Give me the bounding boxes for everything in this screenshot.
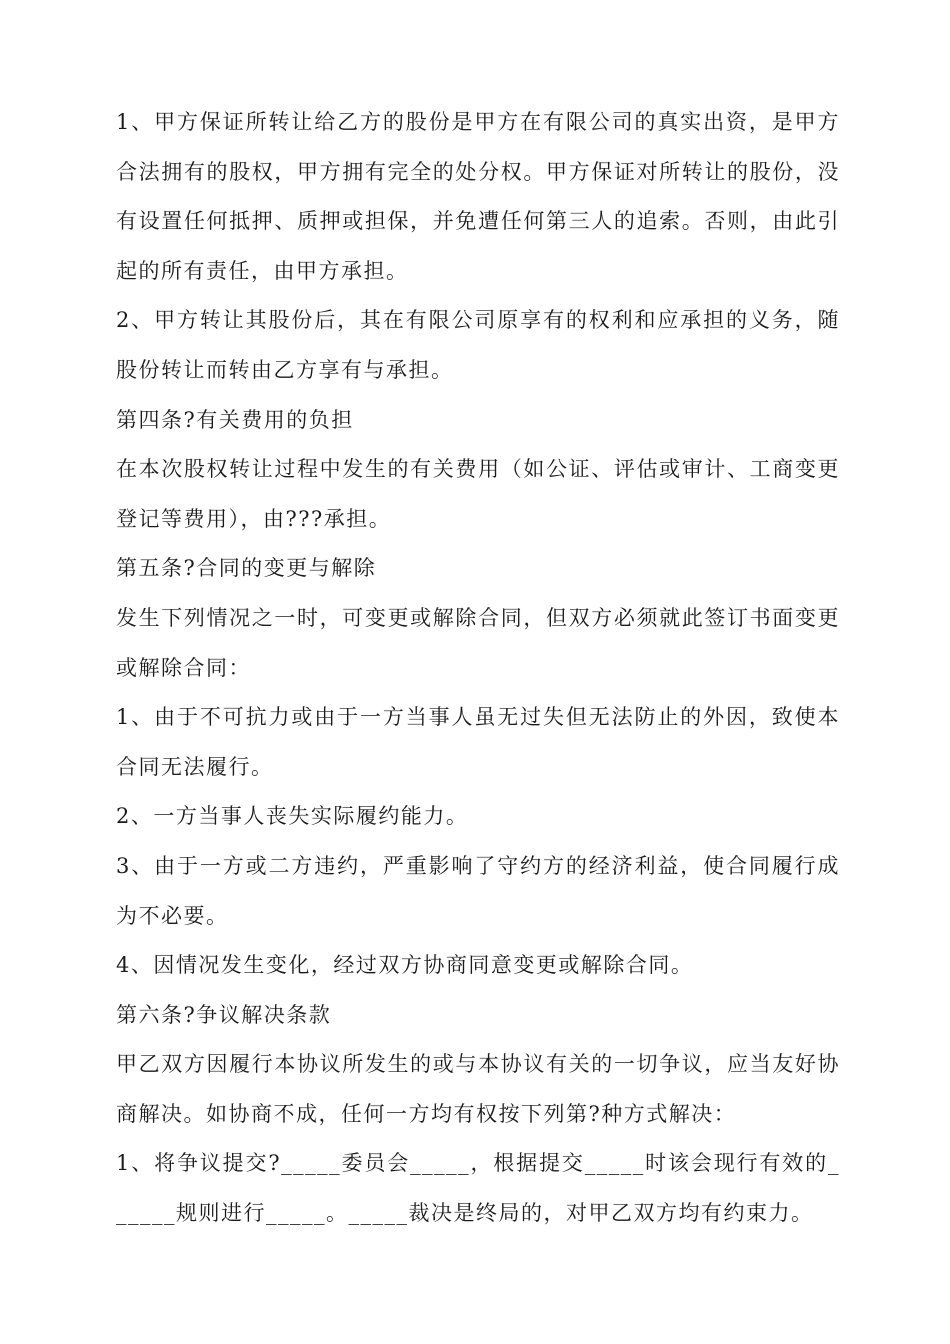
article-4-fees-text: 在本次股权转让过程中发生的有关费用（如公证、评估或审计、工商变更登记等费用），由???承担。: [116, 457, 840, 531]
article-6-heading: 第六条?争议解决条款: [116, 1002, 332, 1027]
article-5-heading: 第五条?合同的变更与解除: [116, 556, 377, 581]
article-5-item-1: 1、由于不可抗力或由于一方当事人虽无过失但无法防止的外因，致使本合同无法履行。: [116, 705, 840, 779]
clause-item-2-rights-transfer: 2、甲方转让其股份后，其在有限公司原享有的权利和应承担的义务，随股份转让而转由乙方享有与承担。: [116, 308, 840, 382]
article-4-heading: 第四条?有关费用的负担: [116, 407, 354, 432]
article-5-item-4: 4、因情况发生变化，经过双方协商同意变更或解除合同。: [116, 953, 694, 978]
article-6-item-1: 1、将争议提交?_____委员会_____，根据提交_____时该会现行有效的______规则进行_____。_____裁决是终局的，对甲乙双方均有约束力。: [116, 1151, 840, 1226]
document-body: [116, 98, 840, 1239]
clause-item-1-share-guarantee: 1、甲方保证所转让给乙方的股份是甲方在有限公司的真实出资，是甲方合法拥有的股权，甲方拥有完全的处分权。甲方保证对所转让的股份，没有设置任何抵押、质押或担保，并免遭任何第三人的追索。否则，由此引起的所有责任，由甲方承担。: [116, 110, 840, 283]
article-5-item-2: 2、一方当事人丧失实际履约能力。: [116, 804, 469, 829]
article-5-item-3: 3、由于一方或二方违约，严重影响了守约方的经济利益，使合同履行成为不必要。: [116, 853, 840, 928]
article-5-intro-text: 发生下列情况之一时，可变更或解除合同，但双方必须就此签订书面变更或解除合同：: [116, 605, 840, 680]
article-6-intro-text: 甲乙双方因履行本协议所发生的或与本协议有关的一切争议，应当友好协商解决。如协商不成，任何一方均有权按下列第?种方式解决：: [116, 1052, 840, 1126]
